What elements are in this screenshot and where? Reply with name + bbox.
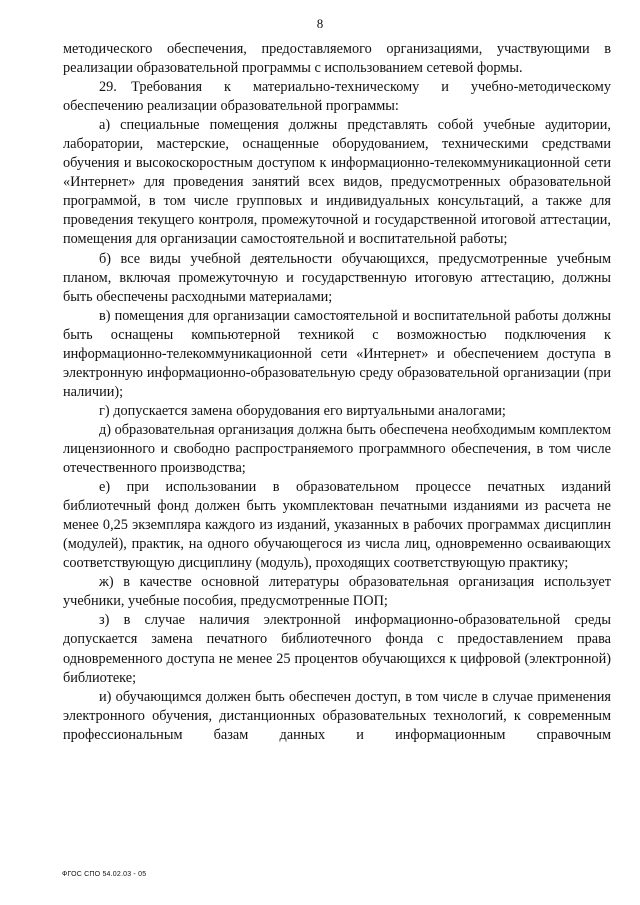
paragraph-item-b: б) все виды учебной деятельности обучающихся, предусмотренные учебным планом, включая промежуточную и государственную итоговую аттестацию, должны быть обеспечены расходными материалами;: [63, 250, 611, 305]
paragraph-item-z: з) в случае наличия электронной информационно-образовательной среды допускается замена печатного библиотечного фонда с предоставлением права одновременного доступа не менее 25 процентов обучающихся к цифровой (электронной) библиотеке;: [63, 612, 611, 686]
paragraph-item-d: д) образовательная организация должна быть обеспечена необходимым комплектом лицензионного и свободно распространяемого программного обеспечения, в том числе отечественного производства;: [63, 421, 611, 477]
paragraph-item-i: и) обучающимся должен быть обеспечен доступ, в том числе в случае применения электронного обучения, дистанционных образовательных технологий, к современным профессиональным базам данных и информационным справочным: [63, 688, 611, 743]
paragraph-continuation: методического обеспечения, предоставляемого организациями, участвующими в реализации образовательной программы с использованием сетевой формы.: [63, 41, 611, 77]
page-number: 8: [316, 16, 324, 31]
paragraph-item-zh: ж) в качестве основной литературы образовательная организация использует учебники, учебные пособия, предусмотренные ПОП;: [63, 574, 611, 610]
document-code-footer: ФГОС СПО 54.02.03 - 05: [62, 871, 147, 878]
paragraph-item-29: 29. Требования к материально-техническому и учебно-методическому обеспечению реализации образовательной программы:: [63, 79, 611, 115]
paragraph-item-v: в) помещения для организации самостоятельной и воспитательной работы должны быть оснащены компьютерной техникой с возможностью подключения к информационно-телекоммуникационной сети «Интернет» и обеспечением доступа в электронную информационно-образовательную среду образовательной организации (при наличии);: [63, 307, 611, 400]
document-body: [63, 40, 611, 745]
paragraph-item-e: е) при использовании в образовательном процессе печатных изданий библиотечный фонд должен быть укомплектован печатными изданиями из расчета не менее 0,25 экземпляра каждого из изданий, указанных в рабочих программах дисциплин (модулей), практик, на одного обучающегося из числа лиц, одновременно осваивающих соответствующую дисциплину (модуль), проходящих соответствующую практику;: [63, 479, 611, 572]
paragraph-item-a: а) специальные помещения должны представлять собой учебные аудитории, лаборатории, мастерские, оснащенные оборудованием, техническими средствами обучения и высокоскоростным доступом к информационно-телекоммуникационной сети «Интернет» для проведения занятий всех видов, предусмотренных образовательной программой, в том числе групповых и индивидуальных консультаций, а также для проведения текущего контроля, промежуточной и государственной итоговой аттестации, помещения для организации самостоятельной и воспитательной работы;: [63, 117, 611, 248]
paragraph-item-g: г) допускается замена оборудования его виртуальными аналогами;: [99, 402, 506, 419]
